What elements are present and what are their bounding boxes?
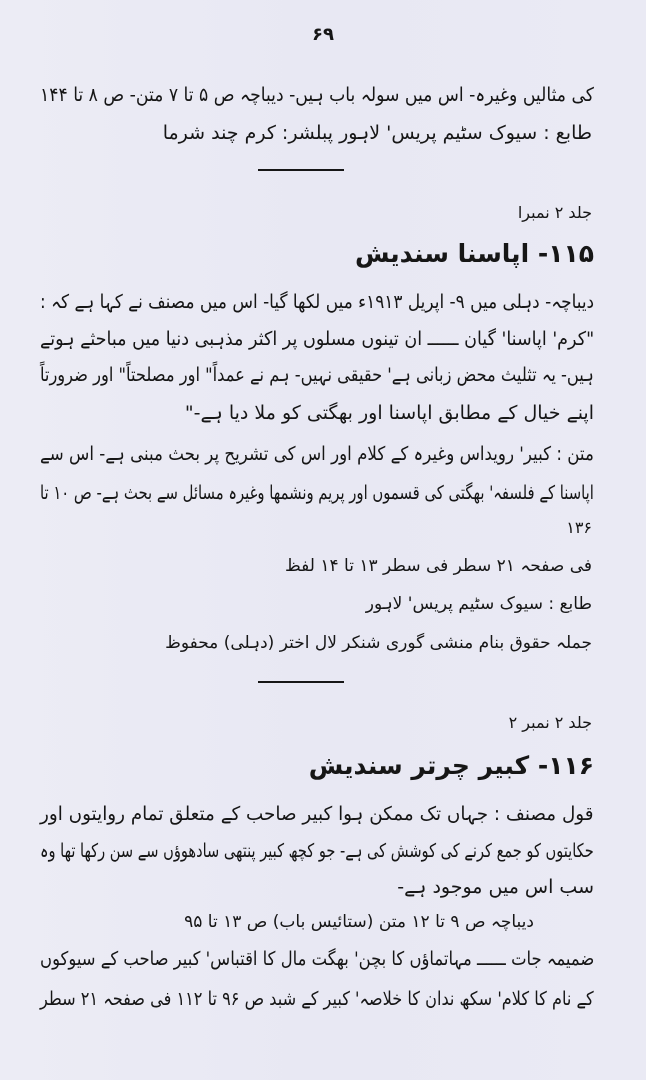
section-divider-1	[258, 169, 344, 171]
top-line-2: طابع : سیوک سٹیم پریس' لاہور پبلشر: کرم چند شرما	[162, 122, 592, 144]
entry115-line-2: "کرم' اپاسنا' گیان ــــــ ان تینوں مسلوں پر اکثر مذہبی دنیا میں مباحثے ہوتے	[39, 328, 594, 350]
entry115-line-1: دیباچہ- دہلی میں ۹- اپریل ۱۹۱۳ء میں لکھا گیا- اس میں مصنف نے کہا ہے کہ :	[39, 291, 594, 313]
entry116-line-2: حکایتوں کو جمع کرنے کی کوشش کی ہے- جو کچھ کبیر پنتھی سادھوؤں سے سن رکھا تھا وہ	[40, 840, 594, 862]
section-divider-2	[258, 681, 344, 683]
page-number: ۶۹	[312, 24, 334, 45]
entry115-line-3: ہیں- یہ تثلیث محض زبانی ہے' حقیقی نہیں- ہم نے عمداً" اور مصلحتاً" اور ضرورتاً	[40, 364, 594, 386]
entry115-line-6: اپاسنا کے فلسفہ' بھگتی کی قسموں اور پریم ونشمھا وغیرہ مسائل سے بحث ہے- ص ۱۰ تا	[40, 482, 595, 504]
entry116-line-5: ضمیمہ جات ــــــ مہاتماؤں کا بچن' بھگت مال کا اقتباس' کبیر صاحب کے سیوکوں	[39, 948, 594, 970]
entry115-meta-1: فی صفحہ ۲۱ سطر فی سطر ۱۳ تا ۱۴ لفظ	[285, 556, 592, 576]
entry116-line-6: کے نام کا کلام' سکھ ندان کا خلاصہ' کبیر کے شبد ص ۹۶ تا ۱۱۲ فی صفحہ ۲۱ سطر	[40, 988, 594, 1010]
entry116-volume: جلد ۲ نمبر ۲	[508, 713, 592, 732]
entry115-meta-3: جملہ حقوق بنام منشی گوری شنکر لال اختر (دہلی) محفوظ	[165, 633, 592, 653]
entry115-line-5: متن : کبیر' رویداس وغیرہ کے کلام اور اس کی تشریح پر بحث مبنی ہے- اس سے	[40, 443, 594, 465]
entry116-line-1: قول مصنف : جہاں تک ممکن ہوا کبیر صاحب کے متعلق تمام روایتوں اور	[40, 803, 594, 825]
top-line-1: کی مثالیں وغیرہ- اس میں سولہ باب ہیں- دیباچہ ص ۵ تا ۷ متن- ص ۸ تا ۱۴۴	[40, 84, 594, 106]
entry115-volume: جلد ۲ نمبرا	[517, 203, 592, 222]
entry116-title: ۱۱۶- کبیر چرتر سندیش	[308, 751, 594, 780]
entry115-line-7: ۱۳۶	[566, 518, 592, 537]
entry115-meta-2: طابع : سیوک سٹیم پریس' لاہور	[365, 594, 592, 614]
entry116-line-3: سب اس میں موجود ہے-	[397, 876, 594, 898]
entry116-line-4: دیباچہ ص ۹ تا ۱۲ متن (ستائیس باب) ص ۱۳ تا ۹۵	[184, 912, 534, 932]
entry115-title: ۱۱۵- اپاسنا سندیش	[354, 239, 594, 268]
entry115-line-4: اپنے خیال کے مطابق اپاسنا اور بھگتی کو ملا دیا ہے-"	[184, 402, 594, 424]
